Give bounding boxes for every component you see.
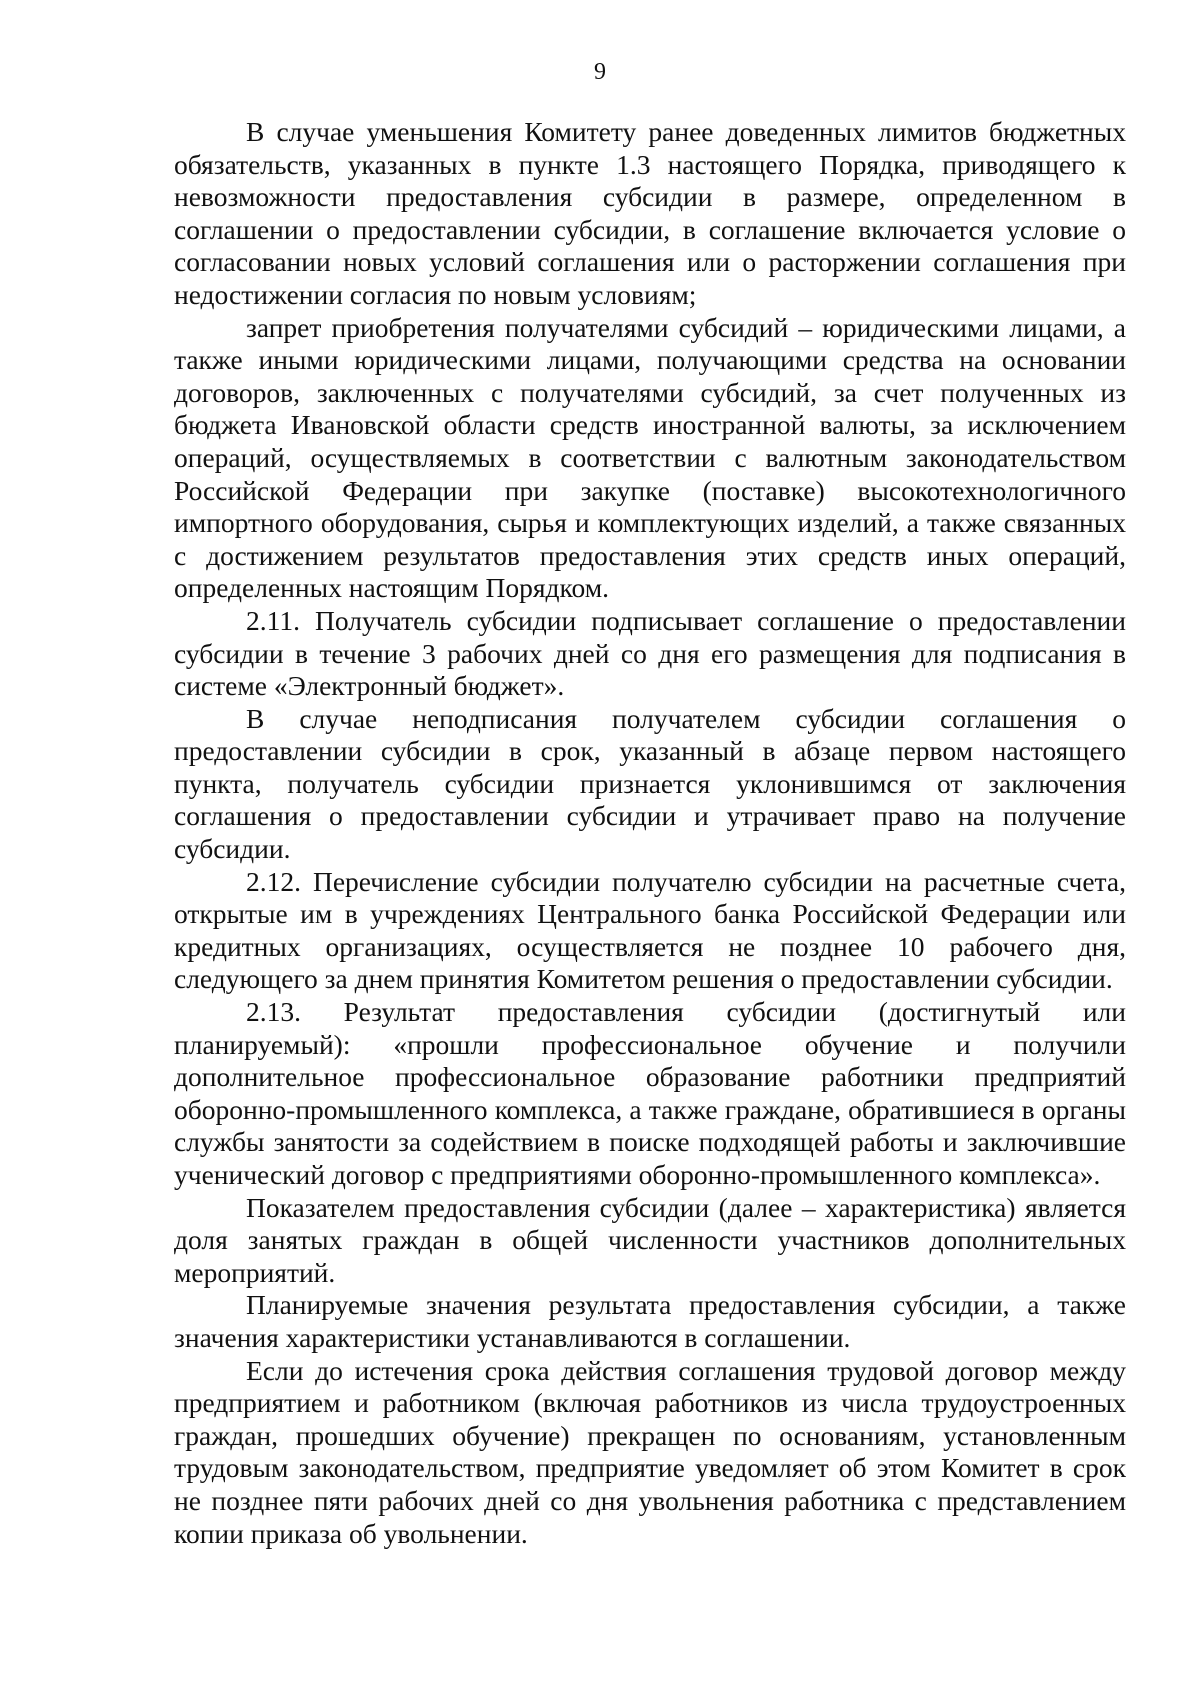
paragraph-currency-ban: запрет приобретения получателями субсидий – юридическими лицами, а также иными юридическими лицами, получающими средства на основании договоров, заключенных с получателями субсидий, за счет полученных из бюджета Ивановской области средств иностранной валюты, за исключением операций, осуществляемых в соответствии с валютным законодательством Российской Федерации при закупке (поставке) высокотехнологичного импортного оборудования, сырья и комплектующих изделий, а также связанных с достижением результатов предоставления этих средств иных операций, определенных настоящим Порядком. (174, 311, 1126, 604)
page-number: 9 (594, 59, 606, 85)
paragraph-budget-limits: В случае уменьшения Комитету ранее доведенных лимитов бюджетных обязательств, указанных в пункте 1.3 настоящего Порядка, приводящего к невозможности предоставления субсидии в размере, определенном в соглашении о предоставлении субсидии, в соглашение включается условие о согласовании новых условий соглашения или о расторжении соглашения при недостижении согласия по новым условиям; (174, 116, 1126, 310)
paragraph-planned-values: Планируемые значения результата предоставления субсидии, а также значения характеристики устанавливаются в соглашении. (174, 1289, 1126, 1353)
paragraph-non-signing: В случае неподписания получателем субсидии соглашения о предоставлении субсидии в срок, указанный в абзаце первом настоящего пункта, получатель субсидии признается уклонившимся от заключения соглашения о предоставлении субсидии и утрачивает право на получение субсидии. (174, 702, 1126, 865)
paragraph-2-12: 2.12. Перечисление субсидии получателю субсидии на расчетные счета, открытые им в учреждениях Центрального банка Российской Федерации или кредитных организациях, осуществляется не позднее 10 рабочего дня, следующего за днем принятия Комитетом решения о предоставлении субсидии. (174, 865, 1126, 995)
document-body (174, 116, 1126, 1550)
paragraph-indicator: Показателем предоставления субсидии (далее – характеристика) является доля занятых граждан в общей численности участников дополнительных мероприятий. (174, 1191, 1126, 1288)
paragraph-contract-termination: Если до истечения срока действия соглашения трудовой договор между предприятием и работником (включая работников из числа трудоустроенных граждан, прошедших обучение) прекращен по основаниям, установленным трудовым законодательством, предприятие уведомляет об этом Комитет в срок не позднее пяти рабочих дней со дня увольнения работника с представлением копии приказа об увольнении. (174, 1354, 1126, 1549)
paragraph-2-13: 2.13. Результат предоставления субсидии (достигнутый или планируемый): «прошли профессиональное обучение и получили дополнительное профессиональное образование работники предприятий оборонно-промышленного комплекса, а также граждане, обратившиеся в органы службы занятости за содействием в поиске подходящей работы и заключившие ученический договор с предприятиями оборонно-промышленного комплекса». (174, 996, 1126, 1190)
paragraph-2-11: 2.11. Получатель субсидии подписывает соглашение о предоставлении субсидии в течение 3 рабочих дней со дня его размещения для подписания в системе «Электронный бюджет». (174, 604, 1126, 702)
